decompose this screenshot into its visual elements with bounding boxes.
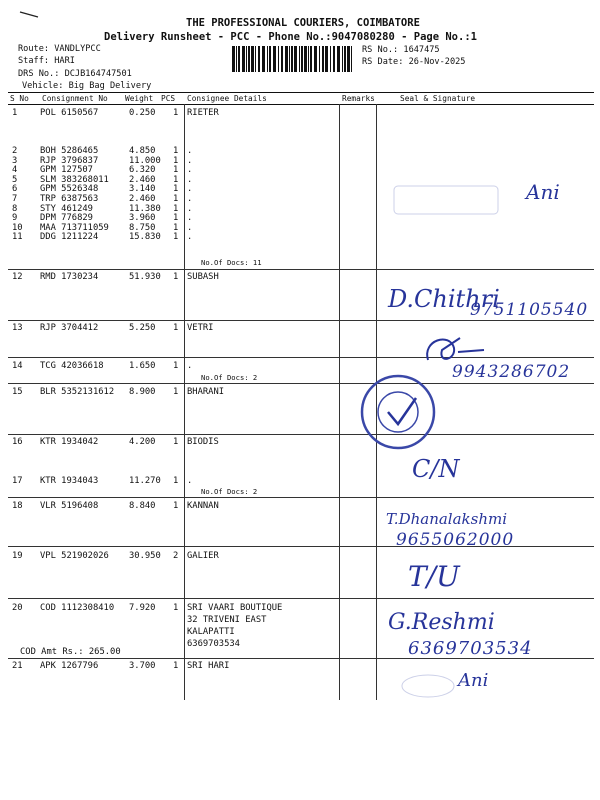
signature-ani: Ani bbox=[458, 670, 489, 691]
staff-label: Staff: HARI bbox=[18, 56, 75, 66]
table-row-sno: 1 bbox=[12, 108, 18, 118]
table-row-pcs: 1 bbox=[173, 203, 179, 214]
table-row-weight: 8.900 bbox=[129, 387, 156, 397]
faint-stamp bbox=[398, 672, 458, 700]
signature-dhanalakshmi: T.Dhanalakshmi bbox=[386, 510, 508, 528]
table-row-pcs: 1 bbox=[173, 323, 179, 333]
table-row-weight: 6.320 bbox=[129, 165, 156, 176]
table-row-consignee: . bbox=[187, 165, 193, 176]
row-separator bbox=[8, 434, 594, 435]
table-row-weight: 2.460 bbox=[129, 174, 156, 185]
table-row-consignee: . bbox=[187, 184, 193, 195]
table-row-pcs: 1 bbox=[173, 232, 179, 243]
table-row-weight: 3.700 bbox=[129, 661, 156, 671]
table-row-consignment: DDG 1211224 bbox=[40, 232, 99, 243]
table-row-consignment: KTR 1934042 bbox=[40, 437, 99, 447]
corner-mark bbox=[18, 10, 40, 20]
table-row-pcs: 1 bbox=[173, 272, 179, 282]
table-row-pcs: 1 bbox=[173, 501, 179, 511]
table-row-sno: 4 bbox=[12, 165, 18, 176]
table-row-sno: 13 bbox=[12, 323, 23, 333]
docs-count: No.Of Docs: 11 bbox=[201, 258, 262, 267]
table-row-pcs: 1 bbox=[173, 194, 179, 204]
header-bottom-border bbox=[8, 104, 594, 105]
row-separator bbox=[8, 269, 594, 270]
signature-phone: 6369703534 bbox=[408, 638, 533, 659]
table-row-weight: 0.250 bbox=[129, 108, 156, 118]
table-row-sno: 3 bbox=[12, 155, 18, 166]
table-row-consignee: RIETER bbox=[187, 108, 219, 118]
row-separator bbox=[8, 320, 594, 321]
table-row-consignee: . bbox=[187, 146, 193, 156]
runsheet-subtitle: Delivery Runsheet - PCC - Phone No.:9047080280 - Page No.:1 bbox=[104, 31, 477, 43]
row-separator bbox=[8, 497, 594, 498]
table-row-pcs: 1 bbox=[173, 213, 179, 224]
table-row-consignee: . bbox=[187, 222, 193, 233]
rs-number: RS No.: 1647475 bbox=[362, 45, 440, 55]
table-row-sno: 11 bbox=[12, 232, 23, 243]
table-row-weight: 2.460 bbox=[129, 194, 156, 204]
table-row-weight: 7.920 bbox=[129, 603, 156, 613]
table-row-weight: 4.850 bbox=[129, 146, 156, 156]
faint-stamp bbox=[392, 178, 502, 222]
table-row-sno: 6 bbox=[12, 184, 18, 195]
table-row-weight: 11.380 bbox=[129, 203, 161, 214]
table-row-sno: 15 bbox=[12, 387, 23, 397]
signature-phone: 9943286702 bbox=[452, 362, 571, 382]
table-row-pcs: 1 bbox=[173, 155, 179, 166]
table-row-consignment: TCG 42036618 bbox=[40, 361, 104, 371]
table-row-sno: 12 bbox=[12, 272, 23, 282]
table-row-consignment: RJP 3796837 bbox=[40, 155, 99, 166]
address-line: KALAPATTI bbox=[187, 627, 235, 637]
col-weight: Weight bbox=[125, 94, 154, 103]
table-row-consignee: . bbox=[187, 174, 193, 185]
table-row-pcs: 1 bbox=[173, 108, 179, 118]
table-row-pcs: 1 bbox=[173, 184, 179, 195]
table-row-weight: 51.930 bbox=[129, 272, 161, 282]
table-row-consignee: . bbox=[187, 232, 193, 243]
table-row-sno: 18 bbox=[12, 501, 23, 511]
col-remarks: Remarks bbox=[342, 94, 375, 103]
table-row-consignee: . bbox=[187, 155, 193, 166]
table-row-pcs: 1 bbox=[173, 476, 179, 486]
col-sno: S No bbox=[10, 94, 29, 103]
table-row-pcs: 1 bbox=[173, 437, 179, 447]
table-row-sno: 21 bbox=[12, 661, 23, 671]
company-title: THE PROFESSIONAL COURIERS, COIMBATORE bbox=[186, 17, 420, 29]
table-row-consignee: VETRI bbox=[187, 323, 214, 333]
col-seal: Seal & Signature bbox=[400, 94, 476, 103]
table-row-weight: 8.750 bbox=[129, 222, 156, 233]
table-row-consignee: SRI HARI bbox=[187, 661, 230, 671]
table-row-consignment: VLR 5196408 bbox=[40, 501, 99, 511]
table-row-consignment: TRP 6387563 bbox=[40, 194, 99, 204]
table-row-weight: 5.250 bbox=[129, 323, 156, 333]
table-row-consignment: GPM 5526348 bbox=[40, 184, 99, 195]
company-seal-stamp bbox=[358, 372, 438, 452]
signature-chithri: D.Chithri bbox=[388, 285, 500, 313]
signature-ani: Ani bbox=[526, 180, 560, 204]
table-row-consignment: RMD 1730234 bbox=[40, 272, 99, 282]
drs-number: DRS No.: DCJB164747501 bbox=[18, 69, 132, 79]
table-row-consignment: BOH 5286465 bbox=[40, 146, 99, 156]
table-row-sno: 14 bbox=[12, 361, 23, 371]
table-row-consignee: BIODIS bbox=[187, 437, 219, 447]
signature-phone: 9751105540 bbox=[470, 300, 589, 320]
signature-reshmi: G.Reshmi bbox=[388, 610, 495, 635]
row-separator bbox=[8, 357, 594, 358]
signature-cn: C/N bbox=[412, 455, 460, 483]
table-row-weight: 30.950 bbox=[129, 551, 161, 561]
table-row-weight: 11.000 bbox=[129, 155, 161, 166]
col-divider-remarks bbox=[339, 104, 340, 700]
table-row-consignee: . bbox=[187, 213, 193, 224]
table-row-consignment: DPM 776829 bbox=[40, 213, 93, 224]
table-row-pcs: 1 bbox=[173, 603, 179, 613]
table-row-consignment: APK 1267796 bbox=[40, 661, 99, 671]
table-row-pcs: 1 bbox=[173, 361, 179, 371]
table-row-consignee: KANNAN bbox=[187, 501, 219, 511]
table-row-sno: 20 bbox=[12, 603, 23, 613]
table-row-weight: 8.840 bbox=[129, 501, 156, 511]
table-row-consignment: POL 6150567 bbox=[40, 108, 99, 118]
col-divider-consignee bbox=[184, 104, 185, 700]
signature-tu: T/U bbox=[408, 560, 460, 593]
table-row-consignment: SLM 383268011 bbox=[40, 174, 109, 185]
table-row-sno: 2 bbox=[12, 146, 18, 156]
table-row-consignment: STY 461249 bbox=[40, 203, 93, 214]
table-row-consignment: GPM 127507 bbox=[40, 165, 93, 176]
table-row-weight: 3.960 bbox=[129, 213, 156, 224]
row-separator bbox=[8, 598, 594, 599]
barcode bbox=[232, 46, 356, 72]
table-row-sno: 10 bbox=[12, 222, 23, 233]
table-row-consignment: RJP 3704412 bbox=[40, 323, 99, 333]
table-row-sno: 19 bbox=[12, 551, 23, 561]
table-row-weight: 1.650 bbox=[129, 361, 156, 371]
table-row-weight: 15.830 bbox=[129, 232, 161, 243]
table-row-consignment: KTR 1934043 bbox=[40, 476, 99, 486]
table-row-weight: 11.270 bbox=[129, 476, 161, 486]
signature-phone: 9655062000 bbox=[396, 530, 515, 550]
table-top-border bbox=[8, 92, 594, 93]
table-row-pcs: 1 bbox=[173, 222, 179, 233]
table-row-pcs: 1 bbox=[173, 174, 179, 185]
table-row-consignment: VPL 521902026 bbox=[40, 551, 109, 561]
cod-amount: COD Amt Rs.: 265.00 bbox=[20, 647, 121, 657]
address-line: 32 TRIVENI EAST bbox=[187, 615, 267, 625]
table-row-sno: 9 bbox=[12, 213, 18, 224]
table-row-consignee: GALIER bbox=[187, 551, 219, 561]
table-row-pcs: 2 bbox=[173, 551, 179, 561]
col-consignment: Consignment No bbox=[42, 94, 108, 103]
table-row-consignment: BLR 5352131612 bbox=[40, 387, 115, 397]
table-row-consignee: SUBASH bbox=[187, 272, 219, 282]
docs-count: No.Of Docs: 2 bbox=[201, 487, 258, 496]
table-row-consignee: . bbox=[187, 203, 193, 214]
table-row-sno: 8 bbox=[12, 203, 18, 214]
row-separator bbox=[8, 383, 594, 384]
table-row-sno: 5 bbox=[12, 174, 18, 185]
table-row-consignment: MAA 713711059 bbox=[40, 222, 109, 233]
col-pcs: PCS bbox=[161, 94, 176, 103]
table-row-consignee: SRI VAARI BOUTIQUE bbox=[187, 603, 283, 613]
table-row-consignee: . bbox=[187, 194, 193, 204]
table-row-pcs: 1 bbox=[173, 387, 179, 397]
table-row-consignment: COD 1112308410 bbox=[40, 603, 115, 613]
table-row-consignee: BHARANI bbox=[187, 387, 225, 397]
col-consignee: Consignee Details bbox=[187, 94, 267, 103]
table-row-weight: 3.140 bbox=[129, 184, 156, 195]
table-row-pcs: 1 bbox=[173, 661, 179, 671]
table-row-consignee: . bbox=[187, 476, 193, 486]
table-row-pcs: 1 bbox=[173, 165, 179, 176]
address-line: 6369703534 bbox=[187, 639, 240, 649]
table-row-pcs: 1 bbox=[173, 146, 179, 156]
vehicle-label: Vehicle: Big Bag Delivery bbox=[22, 81, 152, 91]
table-row-consignee: . bbox=[187, 361, 193, 371]
docs-count: No.Of Docs: 2 bbox=[201, 373, 258, 382]
table-row-sno: 7 bbox=[12, 194, 18, 204]
table-row-sno: 16 bbox=[12, 437, 23, 447]
rs-date: RS Date: 26-Nov-2025 bbox=[362, 57, 466, 67]
table-row-weight: 4.200 bbox=[129, 437, 156, 447]
route-label: Route: VANDLYPCC bbox=[18, 44, 101, 54]
table-row-sno: 17 bbox=[12, 476, 23, 486]
